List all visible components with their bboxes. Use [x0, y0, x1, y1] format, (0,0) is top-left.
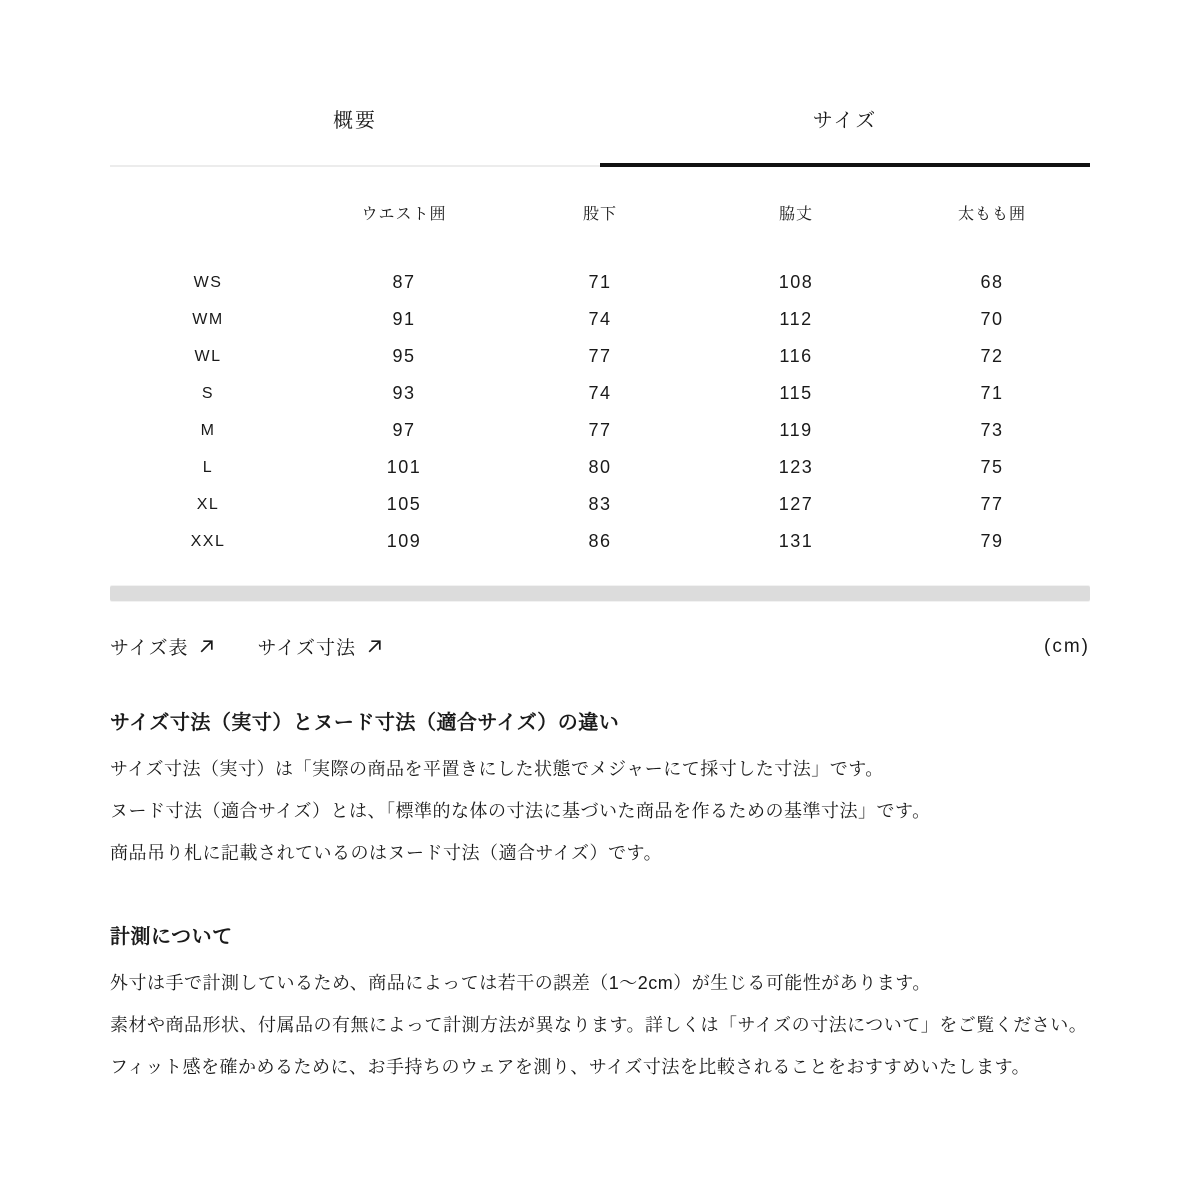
measurement-value: 75 [980, 457, 1004, 477]
table-row [110, 264, 1090, 301]
measurement-value: 123 [778, 457, 814, 477]
column-header: 脇丈 [778, 206, 813, 223]
size-chart-link-label: サイズ表 [110, 638, 189, 659]
tab-size[interactable]: サイズ [600, 104, 1090, 167]
table-row [110, 375, 1090, 412]
section-paragraph: 外寸は手で計測しているため、商品によっては若干の誤差（1〜2cm）が生じる可能性があります。 [110, 973, 931, 993]
measurement-value: 77 [588, 420, 612, 440]
size-table-corner-cell [110, 201, 306, 264]
column-header: 股下 [582, 206, 617, 223]
measurement-value: 115 [779, 383, 813, 403]
measurement-value: 77 [588, 346, 612, 366]
measurement-value: 95 [392, 346, 416, 366]
measurement-value: 109 [386, 531, 422, 551]
size-label: XL [196, 495, 220, 513]
measurement-value: 77 [980, 494, 1004, 514]
measurement-value: 105 [386, 494, 422, 514]
measurement-value: 86 [588, 531, 612, 551]
size-chart-link[interactable] [110, 633, 215, 660]
measurement-value: 108 [778, 272, 814, 292]
measurement-value: 68 [980, 272, 1004, 292]
size-label: M [200, 421, 216, 439]
section-paragraph: ヌード寸法（適合サイズ）とは、「標準的な体の寸法に基づいた商品を作るための基準寸法」です。 [110, 801, 931, 821]
section-paragraph: 商品吊り札に記載されているのはヌード寸法（適合サイズ）です。 [110, 843, 663, 863]
section-paragraph: フィット感を確かめるために、お手持ちのウェアを測り、サイズ寸法を比較されることをおすすめいたします。 [110, 1057, 1031, 1077]
measurement-value: 80 [588, 457, 612, 477]
size-table-header-row [110, 201, 1090, 264]
measurement-value: 97 [392, 420, 416, 440]
section-paragraph: 素材や商品形状、付属品の有無によって計測方法が異なります。詳しくは「サイズの寸法について」をご覧ください。 [110, 1015, 1088, 1035]
measurement-value: 127 [778, 494, 814, 514]
table-row [110, 486, 1090, 523]
measurement-value: 119 [779, 420, 813, 440]
size-label: WL [194, 347, 222, 365]
section-measurement [110, 920, 1090, 1088]
unit-label: (cm) [1044, 635, 1090, 657]
section-paragraph: サイズ寸法（実寸）は「実際の商品を平置きにした状態でメジャーにて採寸した寸法」です。 [110, 759, 884, 779]
size-label: L [202, 458, 214, 476]
measurement-value: 73 [980, 420, 1004, 440]
arrow-up-right-icon [198, 638, 215, 655]
table-scrollbar[interactable] [110, 585, 1090, 602]
measurement-value: 70 [980, 309, 1004, 329]
table-scrollbar-thumb[interactable] [110, 586, 1090, 601]
measurement-value: 93 [392, 383, 416, 403]
section-paragraphs [110, 962, 1090, 1088]
size-label: XXL [190, 532, 226, 550]
table-row [110, 301, 1090, 338]
column-header: 太もも囲 [957, 206, 1026, 223]
size-table [110, 201, 1090, 560]
measurement-value: 74 [588, 309, 612, 329]
column-header: ウエスト囲 [361, 206, 447, 223]
section-paragraphs [110, 748, 1090, 874]
size-label: S [201, 384, 215, 402]
measurement-value: 131 [778, 531, 814, 551]
arrow-up-right-icon [366, 638, 383, 655]
size-label: WM [192, 310, 224, 328]
section-size-vs-nude [110, 706, 1090, 874]
measurement-value: 101 [386, 457, 422, 477]
section-heading: 計測について [110, 926, 233, 948]
table-row [110, 449, 1090, 486]
measurement-value: 72 [980, 346, 1004, 366]
measurement-value: 116 [779, 346, 813, 366]
table-row [110, 523, 1090, 560]
tab-overview[interactable]: 概要 [110, 104, 600, 167]
measurement-value: 91 [392, 309, 416, 329]
measurement-value: 71 [588, 272, 612, 292]
size-guide-page [110, 0, 1090, 1088]
size-dimensions-link-label: サイズ寸法 [257, 638, 356, 659]
measurement-value: 74 [588, 383, 612, 403]
measurement-value: 87 [392, 272, 416, 292]
tab-bar [110, 104, 1090, 167]
section-heading: サイズ寸法（実寸）とヌード寸法（適合サイズ）の違い [110, 712, 620, 734]
table-row [110, 338, 1090, 375]
table-row [110, 412, 1090, 449]
links-row [110, 633, 1090, 660]
measurement-value: 79 [980, 531, 1004, 551]
size-label: WS [193, 273, 223, 291]
measurement-value: 83 [588, 494, 612, 514]
measurement-value: 112 [779, 309, 813, 329]
size-dimensions-link[interactable] [257, 633, 382, 660]
measurement-value: 71 [980, 383, 1004, 403]
